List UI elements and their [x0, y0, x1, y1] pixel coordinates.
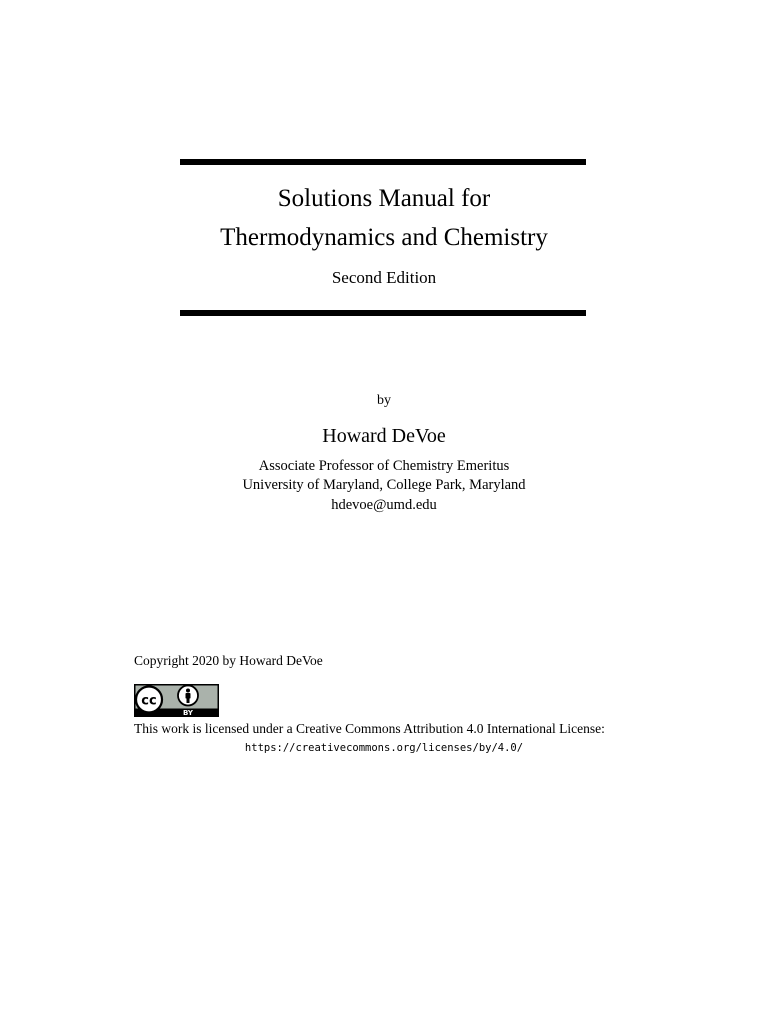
- license-statement: This work is licensed under a Creative Commons Attribution 4.0 International License:: [134, 721, 605, 736]
- copyright-notice: Copyright 2020 by Howard DeVoe: [134, 653, 323, 668]
- by-symbol: BY: [182, 709, 194, 717]
- title-line-2: Thermodynamics and Chemistry: [220, 224, 548, 251]
- affiliation-university: University of Maryland, College Park, Maryland: [242, 477, 526, 493]
- edition-label: Second Edition: [331, 268, 437, 287]
- by-label: by: [377, 393, 391, 408]
- title-line-1: Solutions Manual for: [277, 185, 491, 212]
- author-name: Howard DeVoe: [322, 425, 446, 447]
- cc-symbol: cc: [141, 693, 157, 709]
- license-url-link[interactable]: https://creativecommons.org/licenses/by/4.0/: [244, 742, 524, 754]
- affiliation-title: Associate Professor of Chemistry Emeritus: [258, 458, 510, 474]
- cc-by-license-icon: [134, 684, 219, 717]
- top-rule: [180, 159, 586, 165]
- bottom-rule: [180, 310, 586, 316]
- author-email: hdevoe@umd.edu: [331, 497, 437, 513]
